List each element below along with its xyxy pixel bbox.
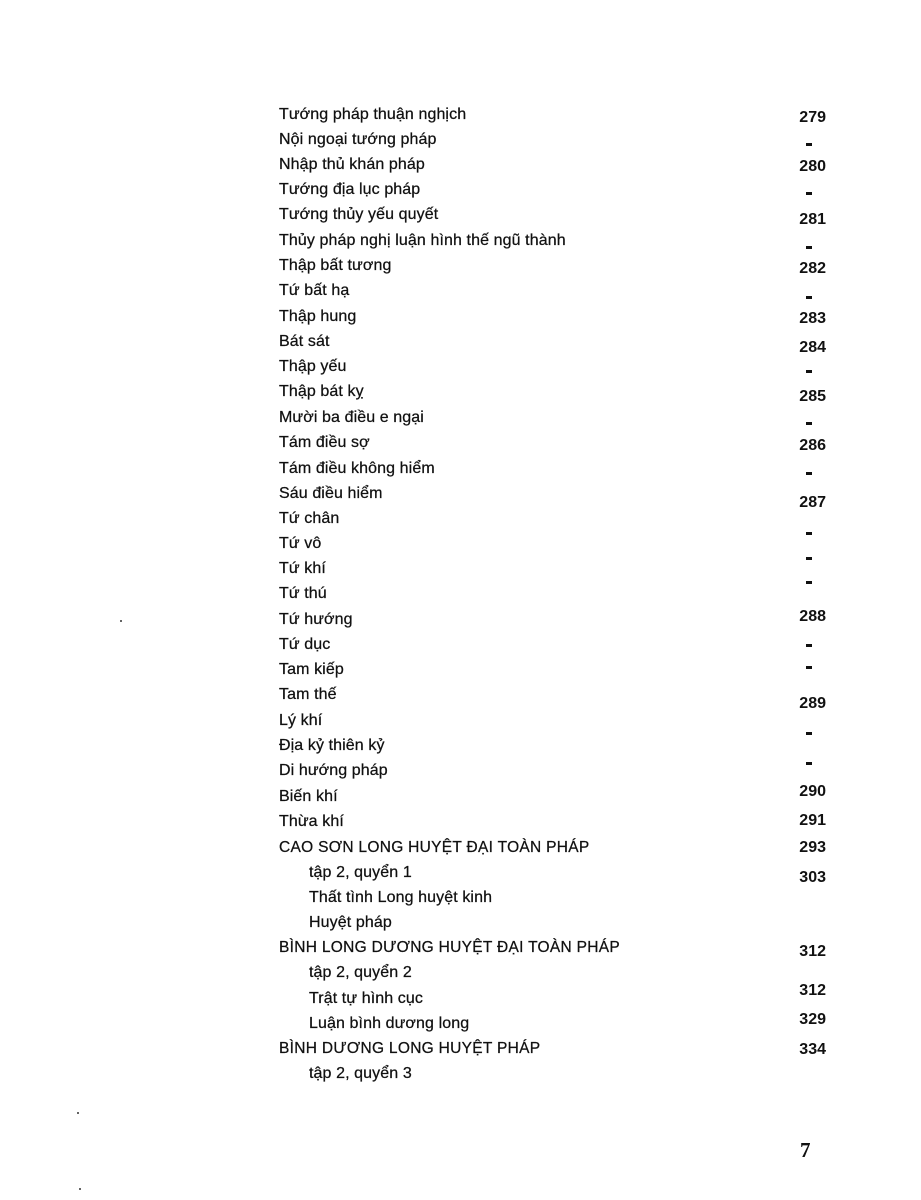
toc-page-ref: 286 bbox=[799, 437, 826, 454]
toc-entry-title: Lý khí bbox=[279, 712, 323, 729]
toc-entry-title: Thập hung bbox=[279, 308, 357, 325]
toc-entry-title: BÌNH DƯƠNG LONG HUYỆT PHÁP bbox=[279, 1040, 541, 1057]
toc-entry-title: Thập bất tương bbox=[279, 257, 392, 274]
toc-entry-title: Trật tự hình cục bbox=[309, 990, 423, 1007]
toc-entry-title: Tam thế bbox=[279, 686, 337, 703]
toc-entry-title: Tướng pháp thuận nghịch bbox=[279, 106, 467, 123]
toc-ditto-dash bbox=[806, 472, 812, 475]
toc-entry-title: Luận bình dương long bbox=[309, 1015, 470, 1032]
toc-entry-title: Nhập thủ khán pháp bbox=[279, 156, 425, 173]
toc-page-ref: 285 bbox=[799, 388, 826, 405]
toc-entry-title: tập 2, quyển 3 bbox=[309, 1065, 412, 1082]
toc-ditto-dash bbox=[806, 143, 812, 146]
toc-entry-title: Tứ chân bbox=[279, 510, 340, 527]
toc-entry-title: tập 2, quyển 2 bbox=[309, 964, 412, 981]
page-number: 7 bbox=[800, 1138, 811, 1162]
toc-entry-title: Bát sát bbox=[279, 333, 330, 350]
toc-ditto-dash bbox=[806, 192, 812, 195]
toc-ditto-dash bbox=[806, 581, 812, 584]
toc-entry-title: BÌNH LONG DƯƠNG HUYỆT ĐẠI TOÀN PHÁP bbox=[279, 939, 621, 956]
toc-entry-title: Tứ vô bbox=[279, 535, 322, 552]
toc-entry-title: Thừa khí bbox=[279, 813, 344, 830]
toc-page-ref: 284 bbox=[799, 339, 826, 356]
toc-entry-title: Huyệt pháp bbox=[309, 914, 392, 931]
toc-entry-title: Mười ba điều e ngại bbox=[279, 409, 424, 426]
toc-page-ref: 334 bbox=[799, 1041, 826, 1058]
toc-ditto-dash bbox=[806, 246, 812, 249]
toc-ditto-dash bbox=[806, 666, 812, 669]
toc-entry-title: Tướng thủy yếu quyết bbox=[279, 206, 439, 223]
toc-ditto-dash bbox=[806, 532, 812, 535]
toc-ditto-dash bbox=[806, 732, 812, 735]
toc-entry-title: Di hướng pháp bbox=[279, 762, 388, 779]
toc-page-ref: 289 bbox=[799, 695, 826, 712]
scan-speck bbox=[77, 1112, 79, 1114]
toc-entry-title: Nội ngoại tướng pháp bbox=[279, 131, 437, 148]
scan-speck bbox=[120, 620, 122, 622]
toc-page-ref: 303 bbox=[799, 869, 826, 886]
toc-page-ref: 282 bbox=[799, 260, 826, 277]
toc-entry-title: Thất tình Long huyệt kinh bbox=[309, 889, 493, 906]
toc-page-ref: 281 bbox=[799, 211, 826, 228]
toc-ditto-dash bbox=[806, 296, 812, 299]
toc-entry-title: Địa kỷ thiên kỷ bbox=[279, 737, 385, 754]
toc-page-ref: 293 bbox=[799, 839, 826, 856]
toc-page-ref: 283 bbox=[799, 310, 826, 327]
toc-ditto-dash bbox=[806, 557, 812, 560]
toc-entry-title: Biến khí bbox=[279, 788, 338, 805]
toc-page-ref: 312 bbox=[799, 982, 826, 999]
toc-entry-title: Tám điều không hiểm bbox=[279, 460, 435, 477]
toc-ditto-dash bbox=[806, 422, 812, 425]
toc-page-ref: 329 bbox=[799, 1011, 826, 1028]
toc-entry-title: Tứ dục bbox=[279, 636, 331, 653]
toc-ditto-dash bbox=[806, 762, 812, 765]
scan-speck bbox=[79, 1188, 81, 1190]
toc-page-ref: 287 bbox=[799, 494, 826, 511]
toc-ditto-dash bbox=[806, 644, 812, 647]
toc-entry-title: CAO SƠN LONG HUYỆT ĐẠI TOÀN PHÁP bbox=[279, 839, 590, 856]
toc-entry-title: Tướng địa lục pháp bbox=[279, 181, 421, 198]
toc-entry-title: Sáu điều hiểm bbox=[279, 485, 383, 502]
toc-entry-title: Tứ hướng bbox=[279, 611, 353, 628]
toc-page-ref: 290 bbox=[799, 783, 826, 800]
toc-entry-title: Thập yếu bbox=[279, 358, 347, 375]
toc-page-ref: 291 bbox=[799, 812, 826, 829]
toc-entry-title: tập 2, quyển 1 bbox=[309, 864, 412, 881]
toc-page-ref: 288 bbox=[799, 608, 826, 625]
toc-entry-title: Tứ khí bbox=[279, 560, 326, 577]
toc-page-ref: 280 bbox=[799, 158, 826, 175]
toc-entry-title: Tứ thú bbox=[279, 585, 327, 602]
toc-entry-title: Tám điều sợ bbox=[279, 434, 370, 451]
toc-entry-title: Thập bát kỵ bbox=[279, 383, 364, 400]
toc-entry-title: Thủy pháp nghị luận hình thế ngũ thành bbox=[279, 232, 566, 249]
toc-entry-title: Tứ bất hạ bbox=[279, 282, 350, 299]
toc-entry-title: Tam kiếp bbox=[279, 661, 344, 678]
toc-page-ref: 312 bbox=[799, 943, 826, 960]
toc-ditto-dash bbox=[806, 370, 812, 373]
toc-page-ref: 279 bbox=[799, 109, 826, 126]
